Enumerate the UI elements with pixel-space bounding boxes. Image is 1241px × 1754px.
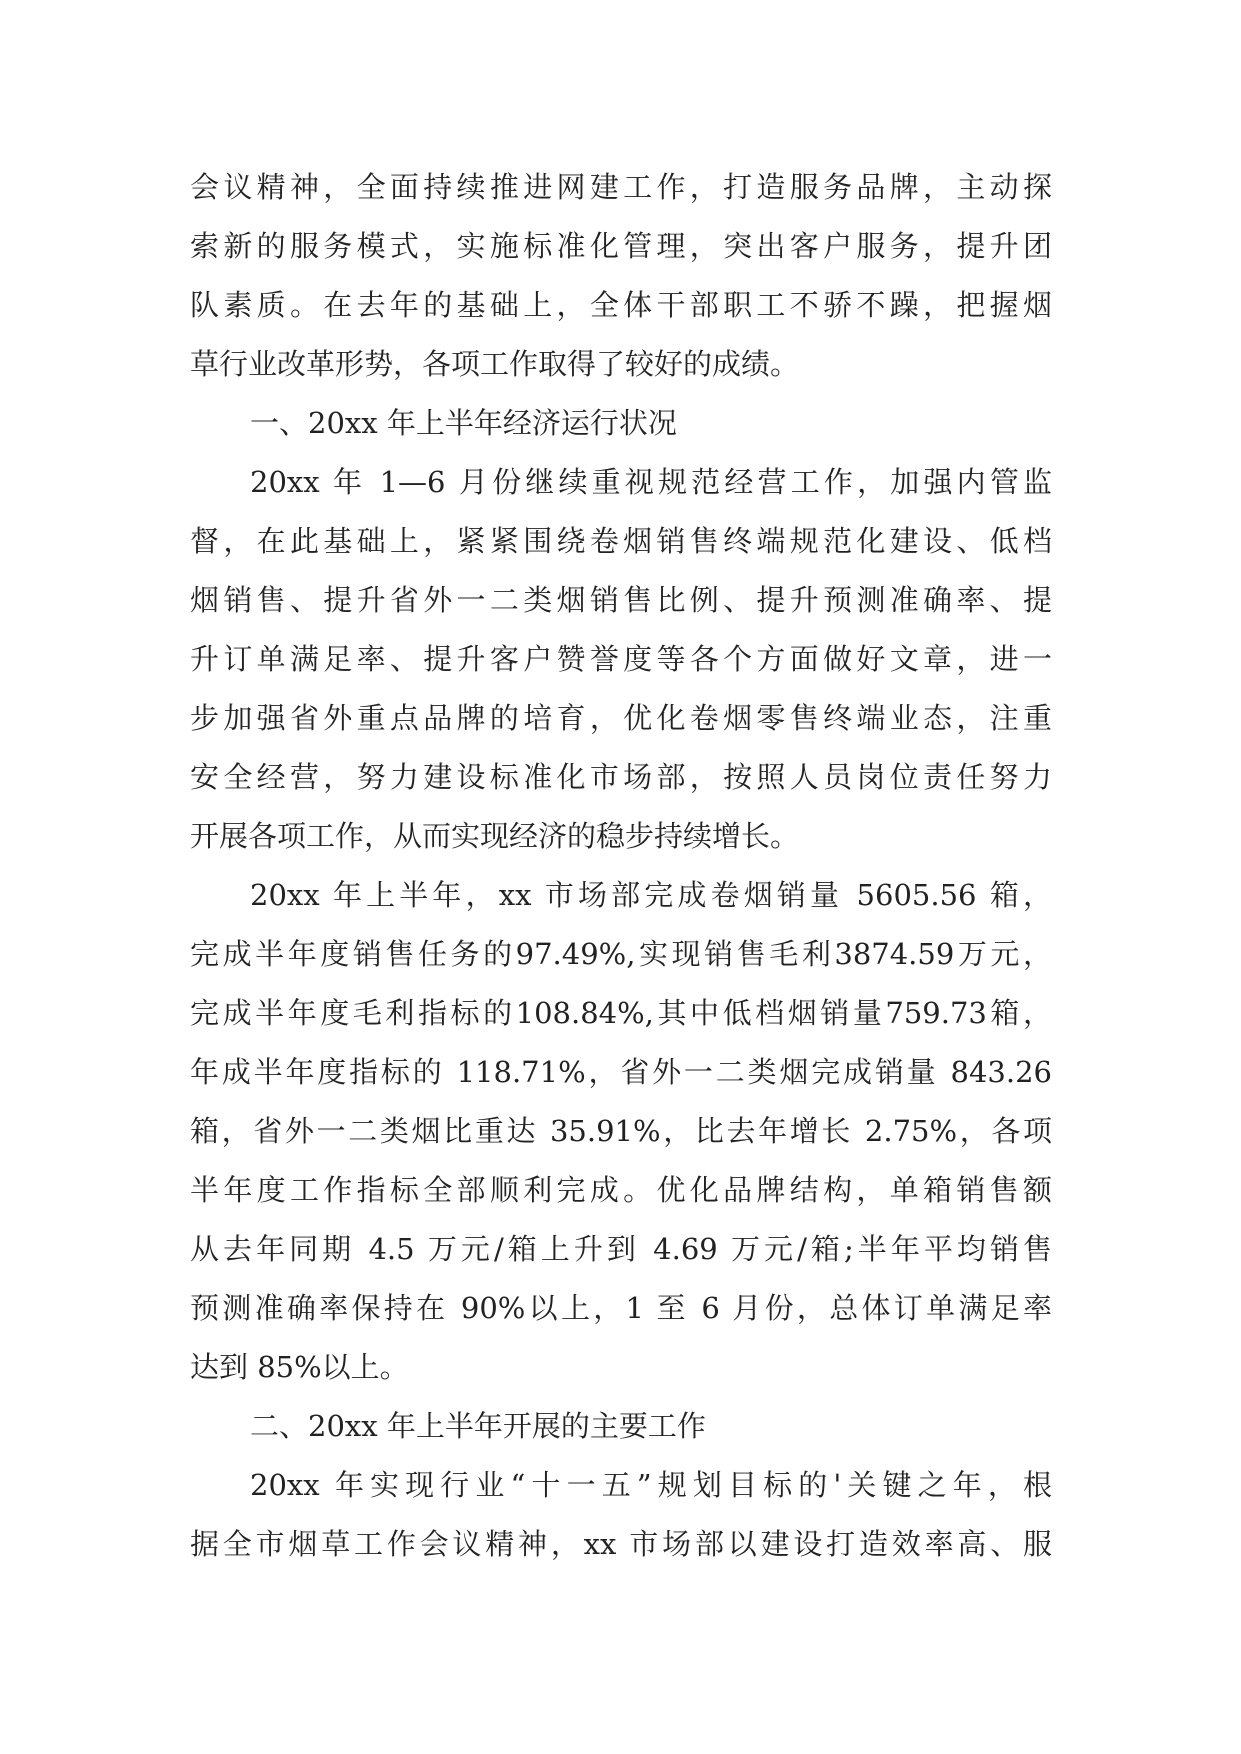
paragraph-line: 草行业改革形势，各项工作取得了较好的成绩。: [190, 347, 800, 381]
paragraph-line: 达到 85%以上。: [190, 1350, 409, 1384]
paragraph-line: 步加强省外重点品牌的培育，优化卷烟零售终端业态，注重: [190, 701, 1052, 735]
paragraph-line: 20xx 年上半年，xx 市场部完成卷烟销量 5605.56 箱，: [250, 878, 1052, 912]
paragraph-line: 20xx 年 1—6 月份继续重视规范经营工作，加强内管监: [250, 465, 1052, 499]
paragraph-line: 升订单满足率、提升客户赞誉度等各个方面做好文章，进一: [190, 642, 1052, 676]
paragraph-line: 箱，省外一二类烟比重达 35.91%，比去年增长 2.75%，各项: [190, 1114, 1052, 1148]
paragraph-line: 烟销售、提升省外一二类烟销售比例、提升预测准确率、提: [190, 583, 1052, 617]
paragraph-line: 年成半年度指标的 118.71%，省外一二类烟完成销量 843.26: [190, 1055, 1052, 1089]
paragraph-line: 索新的服务模式，实施标准化管理，突出客户服务，提升团: [190, 229, 1052, 263]
paragraph-line: 据全市烟草工作会议精神，xx 市场部以建设打造效率高、服: [190, 1527, 1052, 1561]
section-heading: 二、20xx 年上半年开展的主要工作: [250, 1409, 706, 1443]
paragraph-line: 半年度工作指标全部顺利完成。优化品牌结构，单箱销售额: [190, 1173, 1052, 1207]
paragraph-line: 预测准确率保持在 90%以上，1 至 6 月份，总体订单满足率: [190, 1291, 1052, 1325]
paragraph-line: 开展各项工作，从而实现经济的稳步持续增长。: [190, 819, 800, 853]
paragraph-line: 完成半年度销售任务的97.49%,实现销售毛利3874.59万元，: [190, 937, 1052, 971]
paragraph-line: 从去年同期 4.5 万元/箱上升到 4.69 万元/箱;半年平均销售: [190, 1232, 1052, 1266]
paragraph-line: 队素质。在去年的基础上，全体干部职工不骄不躁，把握烟: [190, 288, 1052, 322]
document-body: [190, 158, 1052, 1574]
paragraph-line: 20xx 年实现行业“十一五”规划目标的'关键之年，根: [250, 1468, 1052, 1502]
paragraph-line: 督，在此基础上，紧紧围绕卷烟销售终端规范化建设、低档: [190, 524, 1052, 558]
paragraph-line: 会议精神，全面持续推进网建工作，打造服务品牌，主动探: [190, 170, 1052, 204]
section-heading: 一、20xx 年上半年经济运行状况: [250, 406, 677, 440]
paragraph-line: 安全经营，努力建设标准化市场部，按照人员岗位责任努力: [190, 760, 1052, 794]
paragraph-line: 完成半年度毛利指标的108.84%,其中低档烟销量759.73箱，: [190, 996, 1052, 1030]
